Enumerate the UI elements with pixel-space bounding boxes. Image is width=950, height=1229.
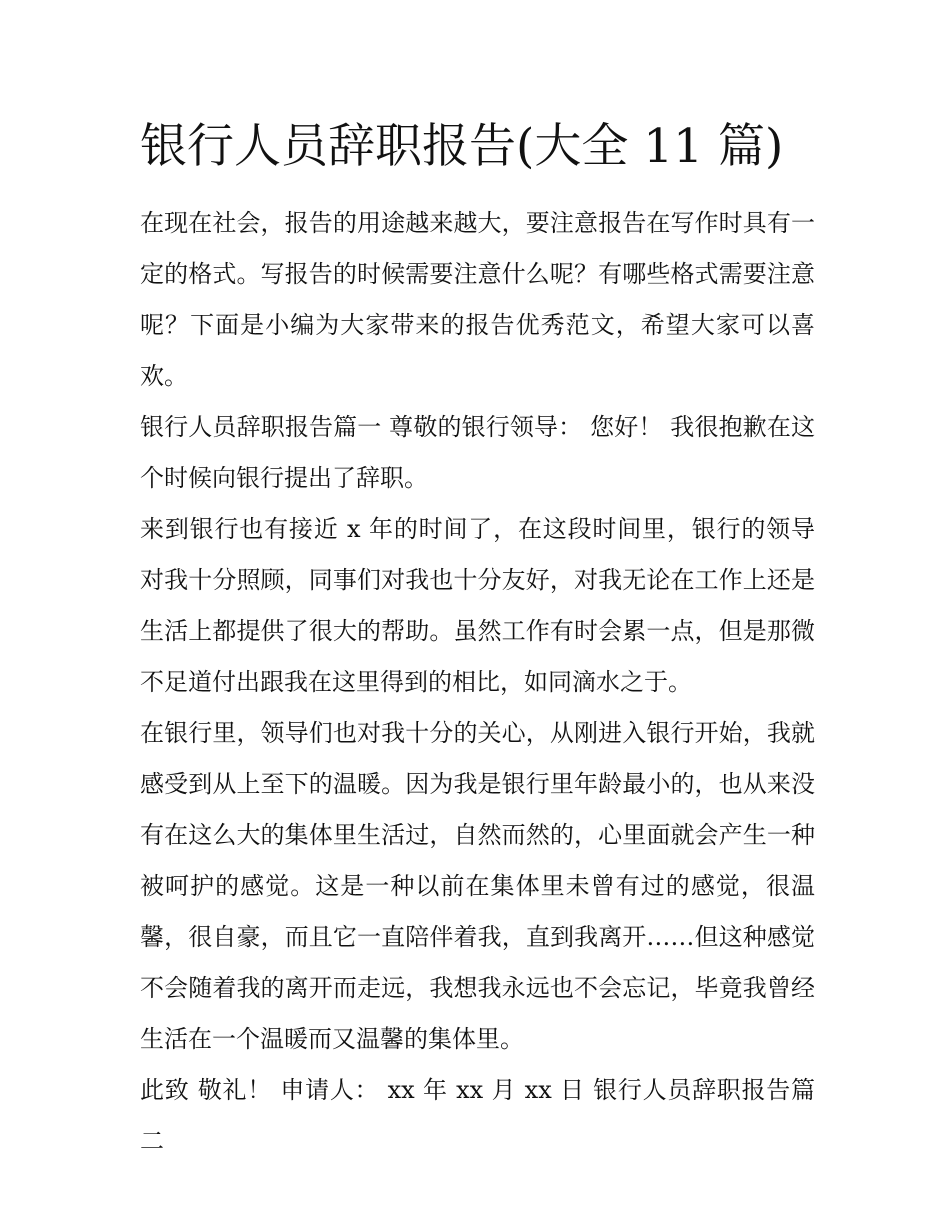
closing-paragraph: 此致 敬礼！ 申请人： xx 年 xx 月 xx 日 银行人员辞职报告篇二 bbox=[140, 1076, 815, 1155]
care-paragraph: 在银行里，领导们也对我十分的关心，从刚进入银行开始，我就感受到从上至下的温暖。因为我是银行里年龄最小的，也从来没有在这么大的集体里生活过，自然而然的，心里面就会产生一种被呵护的感觉。这是一种以前在集体里未曾有过的感觉，很温馨，很自豪，而且它一直陪伴着我，直到我离开……但这种感觉不会随着我的离开而走远，我想我永远也不会忘记，毕竟我曾经生活在一个温暖而又温馨的集体里。 bbox=[140, 719, 815, 1053]
document-title: 银行人员辞职报告(大全 11 篇) bbox=[140, 119, 784, 174]
document-body bbox=[140, 198, 815, 1167]
intro-paragraph: 在现在社会，报告的用途越来越大，要注意报告在写作时具有一定的格式。写报告的时候需要注意什么呢？有哪些格式需要注意呢？下面是小编为大家带来的报告优秀范文，希望大家可以喜欢。 bbox=[140, 209, 815, 390]
letter-opening-paragraph: 银行人员辞职报告篇一 尊敬的银行领导： 您好！ 我很抱歉在这个时候向银行提出了辞职。 bbox=[140, 413, 815, 492]
experience-paragraph: 来到银行也有接近 x 年的时间了，在这段时间里，银行的领导对我十分照顾，同事们对我也十分友好，对我无论在工作上还是生活上都提供了很大的帮助。虽然工作有时会累一点，但是那微不足道付出跟我在这里得到的相比，如同滴水之于。 bbox=[140, 515, 815, 696]
